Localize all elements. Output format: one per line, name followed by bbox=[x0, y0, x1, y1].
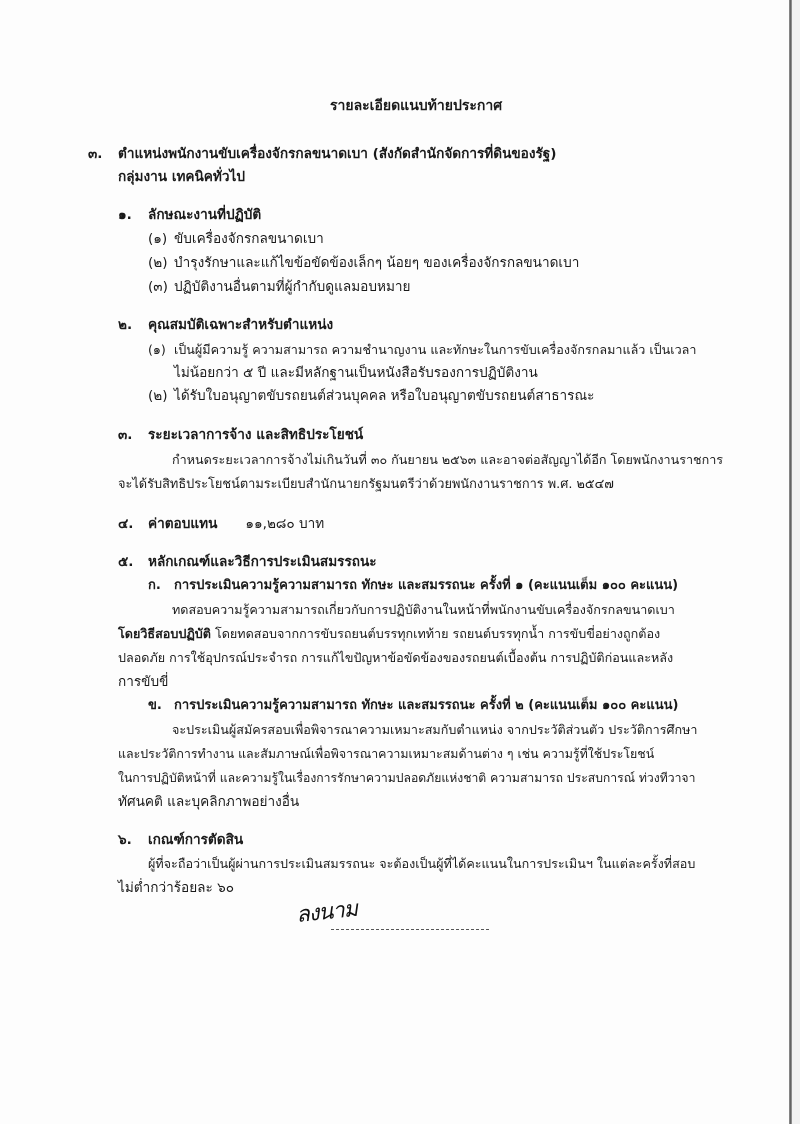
scan-edge-margin bbox=[792, 0, 800, 1124]
compensation-value: ๑๑,๒๘๐ บาท bbox=[245, 516, 325, 532]
section-2-item: (๑) เป็นผู้มีความรู้ ความสามารถ ความชำนาญงาน และทักษะในการขับเครื่องจักรกลมาแล้ว เป็นเวลา bbox=[148, 342, 697, 357]
section-5b-line: และประวัติการทำงาน และสัมภาษณ์เพื่อพิจารณาความเหมาะสมด้านต่าง ๆ เช่น ความรู้ที่ใช้ประโยชน์ bbox=[118, 746, 655, 761]
section-5a-line: ทดสอบความรู้ความสามารถเกี่ยวกับการปฏิบัติงานในหน้าที่พนักงานขับเครื่องจักรกลขนาดเบา bbox=[172, 602, 675, 617]
section-3-paragraph: จะได้รับสิทธิประโยชน์ตามระเบียบสำนักนายกรัฐมนตรีว่าด้วยพนักงานราชการ พ.ศ. ๒๕๔๗ bbox=[118, 477, 614, 492]
page-title: รายละเอียดแนบท้ายประกาศ bbox=[330, 98, 503, 114]
section-3-paragraph: กำหนดระยะเวลาการจ้างไม่เกินวันที่ ๓๐ กันยายน ๒๕๖๓ และอาจต่อสัญญาได้อีก โดยพนักงานราชการ bbox=[172, 452, 724, 467]
position-heading bbox=[88, 145, 556, 163]
position-group: กลุ่มงาน เทคนิคทั่วไป bbox=[118, 169, 245, 185]
section-5a-line: ปลอดภัย การใช้อุปกรณ์ประจำรถ การแก้ไขปัญหาข้อขัดข้องของรถยนต์เบื้องต้น การปฏิบัติก่อนและหลัง bbox=[118, 650, 674, 665]
position-number: ๓. bbox=[88, 146, 103, 162]
section-2-heading: ๒. คุณสมบัติเฉพาะสำหรับตำแหน่ง bbox=[118, 317, 334, 333]
section-6-paragraph: ไม่ต่ำกว่าร้อยละ ๖๐ bbox=[118, 880, 235, 896]
section-1-item: (๓) ปฏิบัติงานอื่นตามที่ผู้กำกับดูแลมอบหมาย bbox=[148, 279, 411, 295]
section-6-paragraph: ผู้ที่จะถือว่าเป็นผู้ผ่านการประเมินสมรรถนะ จะต้องเป็นผู้ที่ได้คะแนนในการประเมินฯ ในแต่ละครั้งที่สอบ bbox=[148, 856, 696, 871]
section-1-item: (๒) บำรุงรักษาและแก้ไขข้อขัดข้องเล็กๆ น้อยๆ ของเครื่องจักรกลขนาดเบา bbox=[148, 255, 580, 271]
signature-line bbox=[331, 929, 489, 930]
method-lead: โดยวิธีสอบปฏิบัติ bbox=[118, 626, 211, 641]
section-6-heading: ๖. เกณฑ์การตัดสิน bbox=[118, 832, 244, 848]
signature: ลงนาม bbox=[294, 896, 359, 929]
section-3-heading: ๓. ระยะเวลาการจ้าง และสิทธิประโยชน์ bbox=[118, 427, 364, 443]
section-2-item-cont: ไม่น้อยกว่า ๕ ปี และมีหลักฐานเป็นหนังสือรับรองการปฏิบัติงาน bbox=[174, 365, 538, 381]
section-5-heading: ๕. หลักเกณฑ์และวิธีการประเมินสมรรถนะ bbox=[118, 554, 377, 570]
section-5b-line: ในการปฏิบัติหน้าที่ และความรู้ในเรื่องการรักษาความปลอดภัยแห่งชาติ ความสามารถ ประสบการณ์ ท่วงทีวาจา bbox=[118, 771, 696, 785]
section-1-heading: ๑. ลักษณะงานที่ปฏิบัติ bbox=[118, 207, 262, 223]
position-title: ตำแหน่งพนักงานขับเครื่องจักรกลขนาดเบา (สังกัดสำนักจัดการที่ดินของรัฐ) bbox=[118, 146, 557, 162]
section-5b-line: จะประเมินผู้สมัครสอบเพื่อพิจารณาความเหมาะสมกับตำแหน่ง จากประวัติส่วนตัว ประวัติการศึกษา bbox=[172, 722, 698, 737]
section-4: ๔. ค่าตอบแทน ๑๑,๒๘๐ บาท bbox=[118, 516, 325, 532]
section-1-item: (๑) ขับเครื่องจักรกลขนาดเบา bbox=[148, 231, 324, 247]
compensation-label: ค่าตอบแทน bbox=[148, 516, 218, 532]
section-5b-heading: ข. การประเมินความรู้ความสามารถ ทักษะ และสมรรถนะ ครั้งที่ ๒ (คะแนนเต็ม ๑๐๐ คะแนน) bbox=[148, 698, 679, 713]
section-2-item: (๒) ได้รับใบอนุญาตขับรถยนต์ส่วนบุคคล หรือใบอนุญาตขับรถยนต์สาธารณะ bbox=[148, 388, 595, 404]
section-5a-line: การขับขี่ bbox=[118, 674, 169, 690]
section-5b-line: ทัศนคติ และบุคลิกภาพอย่างอื่น bbox=[118, 794, 300, 810]
section-5a-line: โดยวิธีสอบปฏิบัติ โดยทดสอบจากการขับรถยนต์บรรทุกเทท้าย รถยนต์บรรทุกน้ำ การขับขี่อย่างถูกต้อง bbox=[118, 626, 661, 641]
section-5a-heading: ก. การประเมินความรู้ความสามารถ ทักษะ และสมรรถนะ ครั้งที่ ๑ (คะแนนเต็ม ๑๐๐ คะแนน) bbox=[148, 578, 679, 593]
